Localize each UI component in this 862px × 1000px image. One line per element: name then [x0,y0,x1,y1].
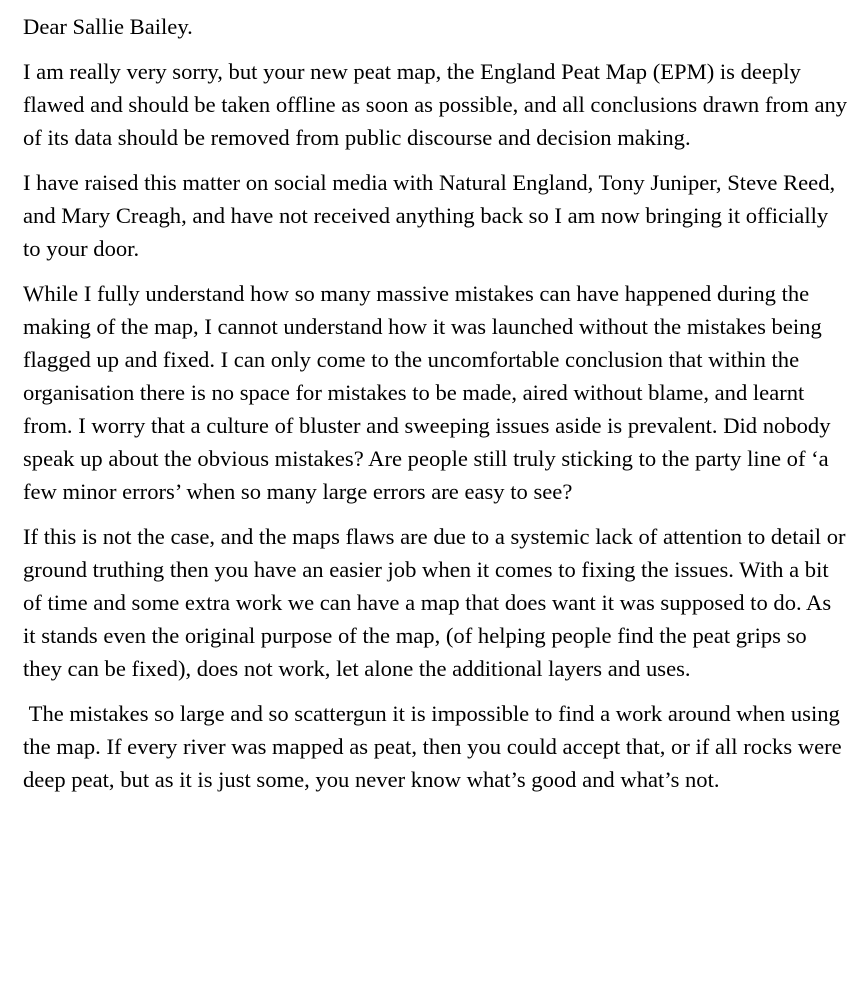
letter-paragraph-5: The mistakes so large and so scattergun it is impossible to find a work around when using the map. If every river was mapped as peat, then you could accept that, or if all rocks were deep peat, but as it is just some, you never know what’s good and what’s not. [23,701,848,792]
letter-paragraph-1: I am really very sorry, but your new peat map, the England Peat Map (EPM) is deeply flawed and should be taken offline as soon as possible, and all conclusions drawn from any of its data should be removed from public discourse and decision making. [23,59,853,150]
letter-paragraph-4: If this is not the case, and the maps flaws are due to a systemic lack of attention to detail or ground truthing then you have an easier job when it comes to fixing the issues. With a bit of time and some extra work we can have a map that does want it was supposed to do. As it stands even the original purpose of the map, (of helping people find the peat grips so they can be fixed), does not work, let alone the additional layers and uses. [23,524,852,681]
letter-paragraph-2: I have raised this matter on social media with Natural England, Tony Juniper, Steve Reed, and Mary Creagh, and have not received anything back so I am now bringing it officially to your door. [23,170,841,261]
letter-salutation: Dear Sallie Bailey. [23,14,193,39]
letter-paragraph-3: While I fully understand how so many massive mistakes can have happened during the making of the map, I cannot understand how it was launched without the mistakes being flagged up and fixed. I can only come to the uncomfortable conclusion that within the organisation there is no space for mistakes to be made, aired without blame, and learnt from. I worry that a culture of bluster and sweeping issues aside is prevalent. Did nobody speak up about the obvious mistakes? Are people still truly sticking to the party line of ‘a few minor errors’ when so many large errors are easy to see? [23,281,837,504]
